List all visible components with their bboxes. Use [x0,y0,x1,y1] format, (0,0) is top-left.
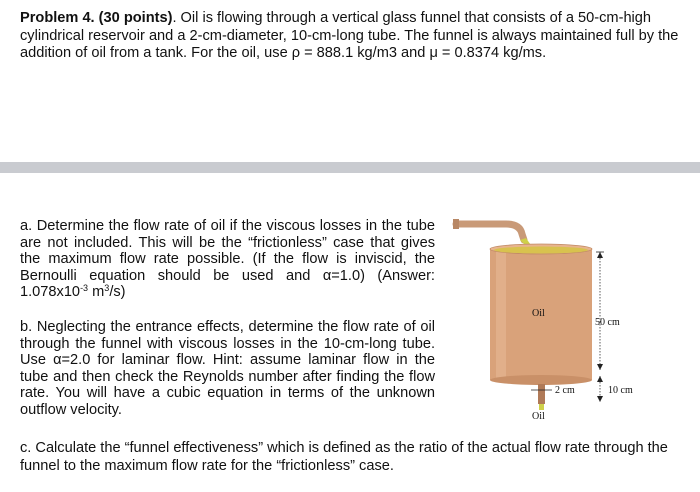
problem-heading: Problem 4. (30 points) [20,10,173,26]
tube-length-label: 10 cm [608,385,633,396]
part-b [20,319,435,418]
part-a-text: a. Determine the flow rate of oil if the viscous losses in the tube are not included. This will be the “frictionless” case that gives the maximum flow rate possible. (If the flow is inviscid, the Bernoulli equation should be used and α=1.0) (Answer: 1.078x10 [20,218,435,300]
part-b-text: b. Neglecting the entrance effects, determine the flow rate of oil through the funnel with viscous losses in the 10-cm-long tube. Use α=2.0 for laminar flow. Hint: assume laminar flow in the tube and then check the Reynolds number after finding the flow rate. You will have a cubic equation in terms of the unknown outflow velocity. [20,319,435,418]
part-c-text: c. Calculate the “funnel effectiveness” which is defined as the ratio of the actual flow rate through the funnel to the maximum flow rate for the “frictionless” case. [20,440,668,474]
tube-diameter-label: 2 cm [555,385,575,396]
outflow-oil-label: Oil [532,411,545,422]
oil-surface [494,247,588,254]
outlet-tube [538,384,545,404]
part-a-unit-exponent: 3 [104,283,110,293]
part-a-unit-suffix: /s) [109,284,126,300]
part-a [20,218,435,301]
tank-bottom [490,375,592,385]
funnel-figure [448,212,648,427]
part-a-exponent: -3 [80,283,89,293]
supply-pipe-cap [453,219,459,229]
tube-length-arrow-bottom [597,396,603,402]
problem-statement [20,10,690,63]
height-arrow-top [597,252,603,258]
tank-highlight [496,248,506,380]
height-arrow-bottom [597,364,603,370]
part-c [20,440,690,475]
tube-length-arrow-top [597,376,603,382]
part-a-unit: m [88,284,105,300]
section-divider [0,162,700,173]
supply-pipe [456,224,524,240]
problem-text: . Oil is flowing through a vertical glass funnel that consists of a 50-cm-high cylindrical reservoir and a 2-cm-diameter, 10-cm-long tube. The funnel is always maintained full by the addition of oil from a tank. For the oil, use ρ = 888.1 kg/m3 and μ = 0.8374 kg/ms. [20,10,679,61]
outflow-oil [539,404,544,410]
tank-oil-label: Oil [532,308,545,319]
height-label: 50 cm [595,317,620,328]
